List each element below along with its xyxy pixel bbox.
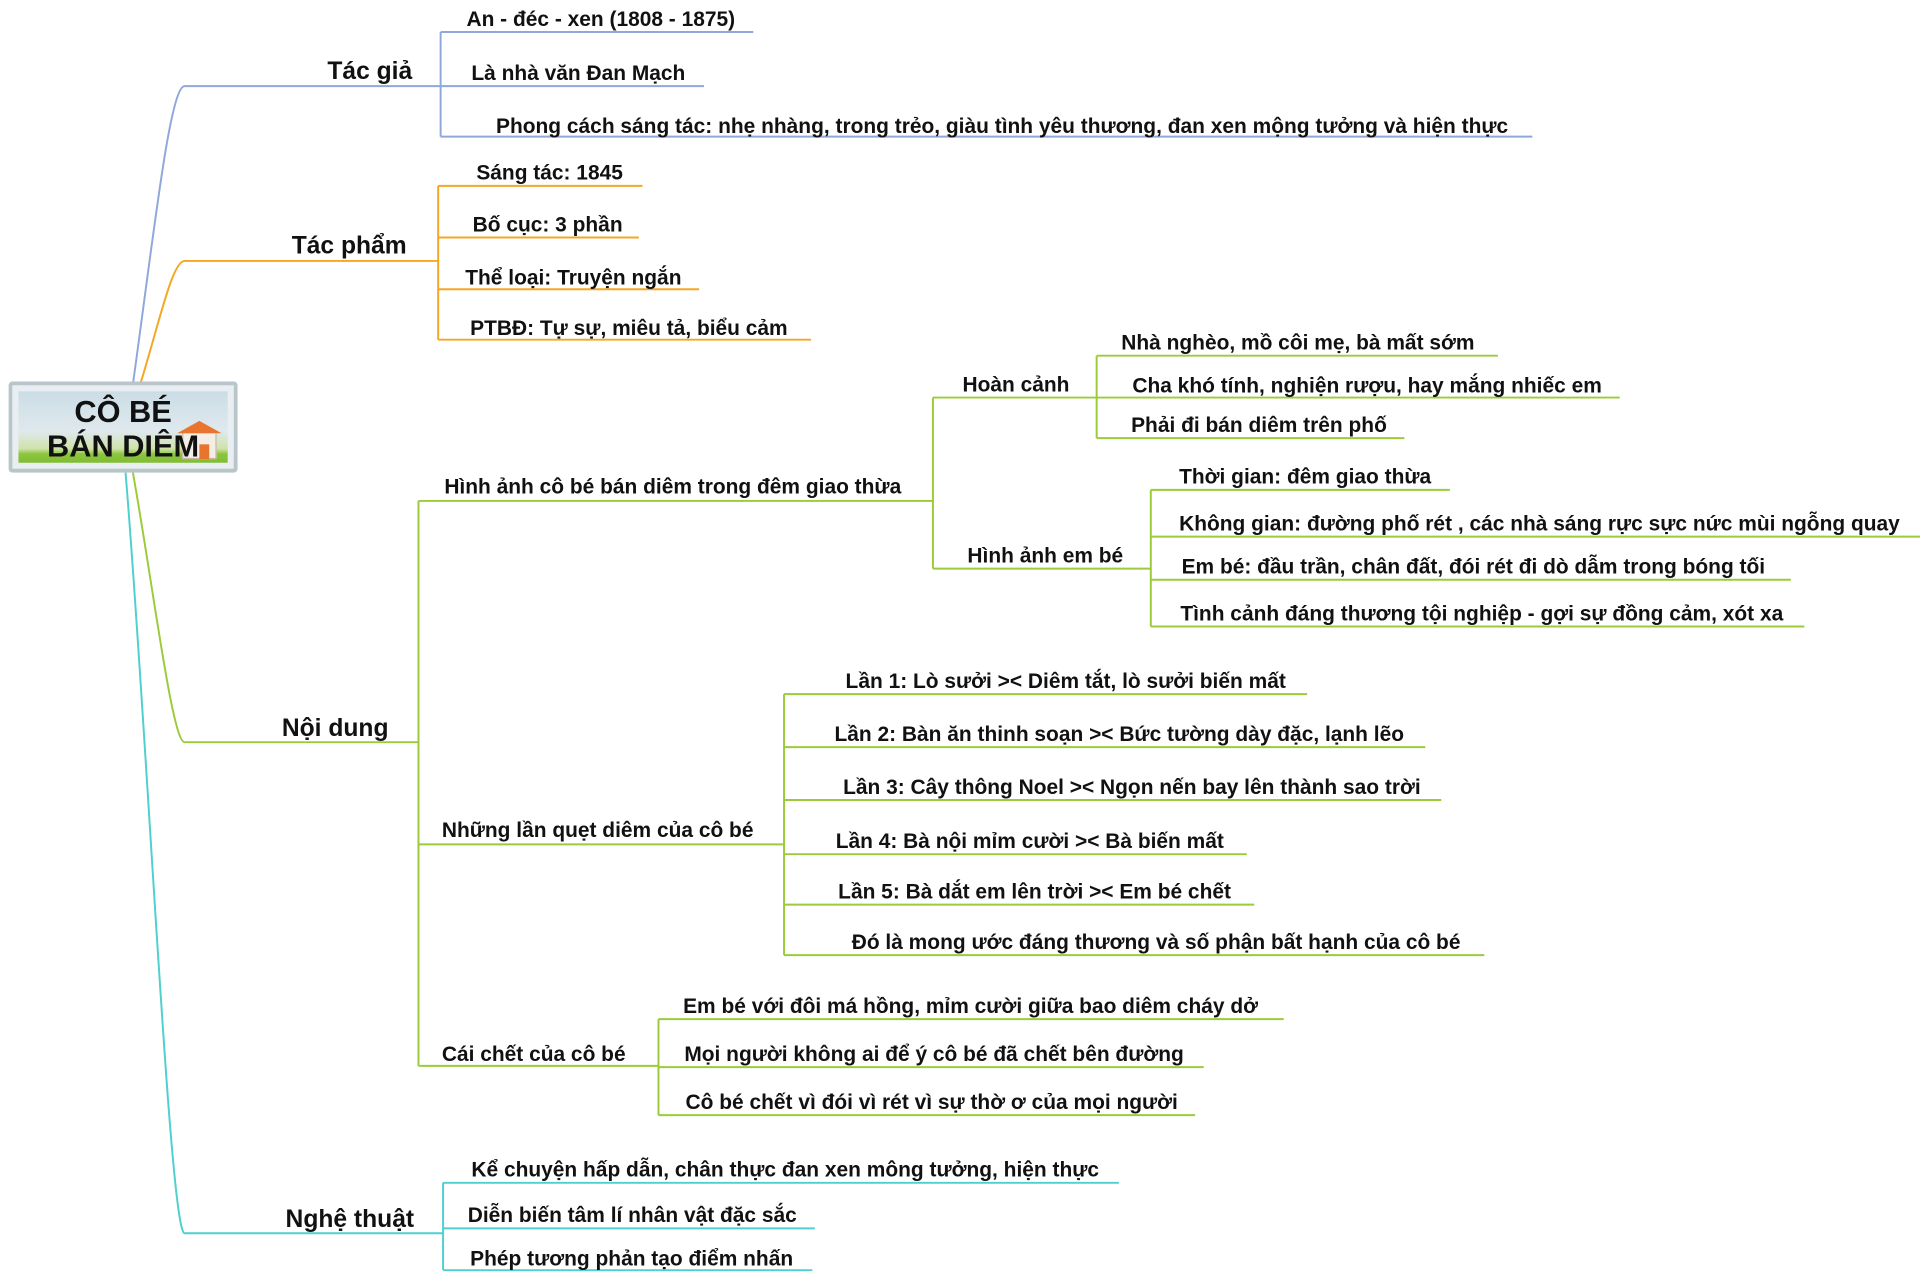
nghe-thuat-item[interactable]: Diễn biến tâm lí nhân vật đặc sắc [467, 1203, 797, 1228]
nghe-thuat-item[interactable]: Kể chuyện hấp dẫn, chân thực đan xen mông tưởng, hiện thực [471, 1158, 1100, 1182]
quet-diem-item[interactable]: Lần 3: Cây thông Noel >< Ngọn nến bay lên thành sao trời [843, 775, 1421, 799]
em-be-item[interactable]: Tình cảnh đáng thương tội nghiệp - gợi sự đồng cảm, xót xa [1180, 601, 1784, 626]
root-title-line1: CÔ BÉ [74, 395, 172, 430]
branch-noi-dung[interactable]: Nội dung [281, 715, 389, 743]
subbranch-hinh-anh[interactable]: Hình ảnh cô bé bán diêm trong đêm giao thừa [444, 475, 902, 499]
subbranch-em-be[interactable]: Hình ảnh em bé [967, 544, 1124, 568]
subbranch-cai-chet[interactable]: Cái chết của cô bé [441, 1042, 626, 1066]
link-nghe-thuat [126, 473, 444, 1234]
link-tac-pham [140, 261, 438, 384]
root-node[interactable] [9, 382, 238, 473]
branch-nghe-thuat[interactable]: Nghệ thuật [285, 1206, 415, 1234]
quet-diem-item[interactable]: Đó là mong ước đáng thương và số phận bất hạnh của cô bé [851, 930, 1461, 954]
tac-pham-item[interactable]: Thể loại: Truyện ngắn [465, 265, 682, 290]
em-be-item[interactable]: Em bé: đầu trần, chân đất, đói rét đi dò dẫm trong bóng tối [1181, 555, 1766, 579]
em-be-item[interactable]: Không gian: đường phố rét , các nhà sáng rực sực nức mùi ngỗng quay [1179, 512, 1900, 536]
root-title [12, 395, 234, 464]
branch-tac-pham[interactable]: Tác phẩm [291, 232, 407, 260]
tac-gia-item[interactable]: Phong cách sáng tác: nhẹ nhàng, trong trẻo, giàu tình yêu thương, đan xen mộng tưởng và hiện thực [496, 114, 1509, 138]
subbranch-hoan-canh[interactable]: Hoàn cảnh [962, 372, 1070, 397]
quet-diem-item[interactable]: Lần 5: Bà dắt em lên trời >< Em bé chết [838, 880, 1231, 904]
cai-chet-item[interactable]: Mọi người không ai để ý cô bé đã chết bên đường [684, 1042, 1184, 1066]
tac-gia-item[interactable]: Là nhà văn Đan Mạch [471, 61, 686, 85]
quet-diem-item[interactable]: Lần 1: Lò sưởi >< Diêm tắt, lò sưởi biến mất [845, 669, 1286, 693]
quet-diem-item[interactable]: Lần 4: Bà nội mỉm cười >< Bà biến mất [835, 829, 1224, 853]
cai-chet-item[interactable]: Cô bé chết vì đói vì rét vì sự thờ ơ của mọi người [685, 1090, 1178, 1114]
cai-chet-item[interactable]: Em bé với đôi má hồng, mỉm cười giữa bao diêm cháy dở [683, 994, 1258, 1018]
quet-diem-item[interactable]: Lần 2: Bàn ăn thinh soạn >< Bức tường dày đặc, lạnh lẽo [834, 722, 1405, 746]
hoan-canh-item[interactable]: Phải đi bán diêm trên phố [1131, 413, 1387, 437]
hoan-canh-item[interactable]: Nhà nghèo, mồ côi mẹ, bà mất sớm [1121, 331, 1475, 355]
link-noi-dung [133, 473, 419, 743]
subbranch-quet-diem[interactable]: Những lần quẹt diêm của cô bé [441, 818, 754, 842]
em-be-item[interactable]: Thời gian: đêm giao thừa [1179, 465, 1432, 489]
tac-pham-item[interactable]: Bố cục: 3 phần [472, 212, 623, 237]
nghe-thuat-item[interactable]: Phép tương phản tạo điểm nhấn [470, 1246, 794, 1271]
tac-gia-item[interactable]: An - đéc - xen (1808 - 1875) [466, 7, 736, 31]
hoan-canh-item[interactable]: Cha khó tính, nghiện rượu, hay mắng nhiếc em [1132, 374, 1602, 398]
root-title-line2: BÁN DIÊM [47, 429, 200, 465]
branch-tac-gia[interactable]: Tác giả [327, 57, 413, 85]
tac-pham-item[interactable]: PTBĐ: Tự sự, miêu tả, biểu cảm [470, 316, 788, 340]
tac-pham-item[interactable]: Sáng tác: 1845 [476, 161, 623, 185]
